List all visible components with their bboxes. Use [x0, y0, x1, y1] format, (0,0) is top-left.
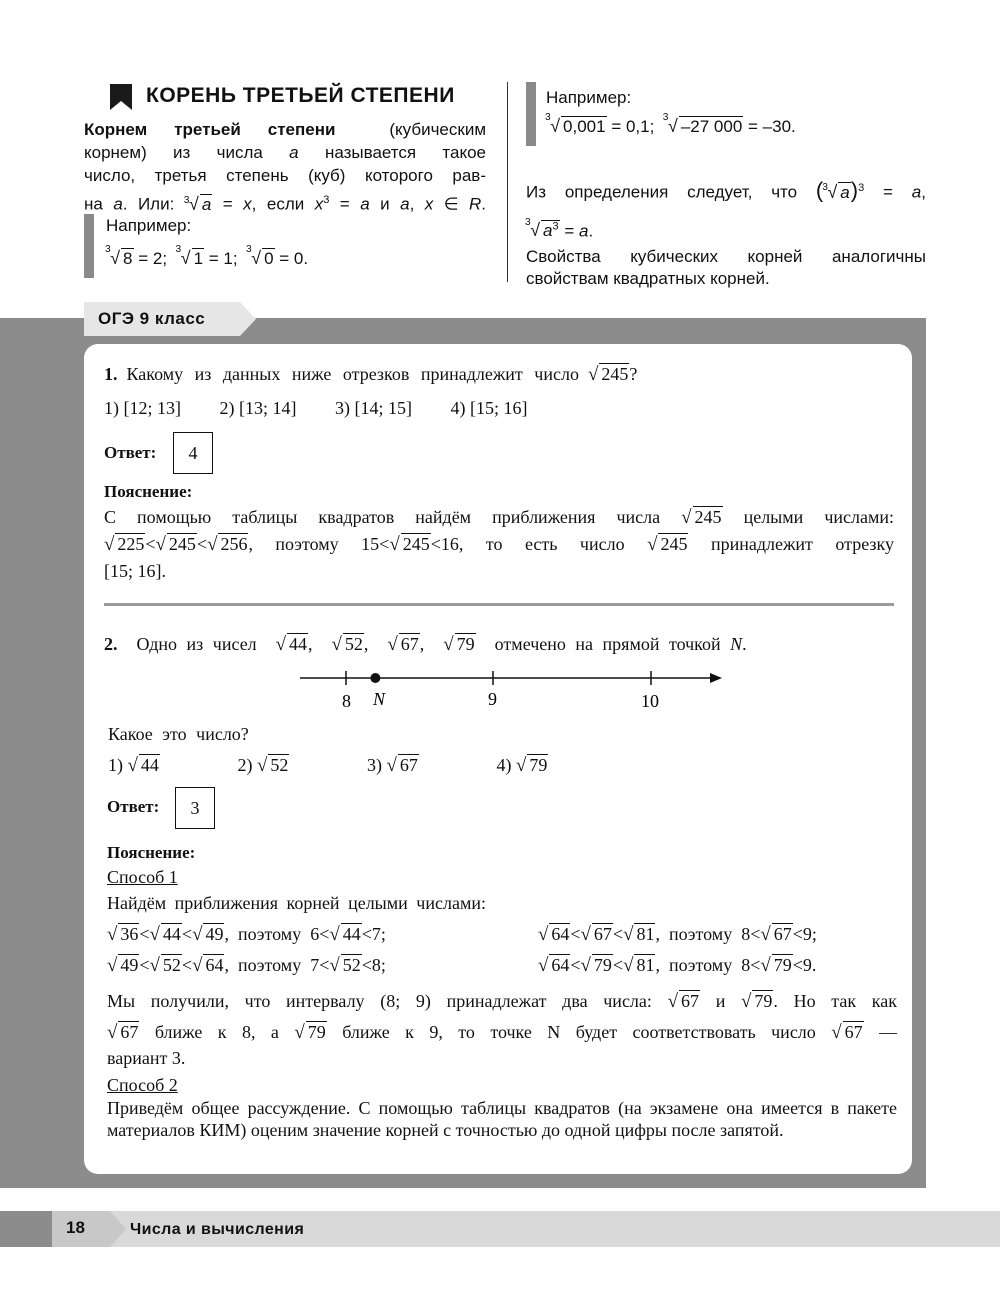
method2-text: Приведём общее рассуждение. С помощью таблицы квадратов (на экзамене она имеется в пакете материалов КИМ) оценим значение корней с точностью до одной цифры после запятой. — [107, 1098, 897, 1140]
footer-page-tab — [52, 1211, 126, 1247]
number-line — [290, 664, 730, 716]
properties-note: Свойства кубических корней аналогичны свойствам квадратных корней. — [526, 247, 926, 288]
method1-heading: Способ 1 — [107, 867, 178, 887]
axis-label-n: N — [373, 689, 386, 709]
task1-option: 4) [15; 16] — [450, 398, 528, 418]
method1-conclusion: Мы получили, что интервалу (8; 9) принадлежат два числа: √ 67 и √ 79. Но так как √ 67 ближе к 8, а √ 79 ближе к 9, то точке N будет соответствовать число √ 67 — вариант 3. — [107, 991, 898, 1068]
example-label-right: Например: — [546, 88, 632, 107]
task1-options — [104, 398, 527, 419]
task1-question: 1. Какому из данных ниже отрезков принадлежит число √ 245? — [104, 364, 638, 385]
point-n — [370, 673, 380, 683]
axis-label-8: 8 — [342, 691, 351, 711]
page-number: 18 — [66, 1218, 85, 1237]
task2-option: 4) √ 79 — [496, 755, 548, 776]
estimate-row: √ 64<√ 67<√ 81, поэтому 8<√ 67<9; — [538, 924, 817, 945]
task1-explanation-label: Пояснение: — [104, 482, 193, 501]
definition-term: Корнем третьей степени — [84, 120, 336, 139]
example-bar-left — [84, 214, 94, 278]
estimate-row: √ 64<√ 79<√ 81, поэтому 8<√ 79<9. — [538, 955, 817, 976]
task2-option: 3) √ 67 — [367, 755, 418, 776]
exam-tab-label: ОГЭ 9 класс — [98, 309, 206, 328]
task1-option: 3) [14; 15] — [334, 398, 412, 418]
footer-title: Числа и вычисления — [130, 1221, 305, 1238]
task2-option: 2) √ 52 — [237, 755, 289, 776]
method1-intro: Найдём приближения корней целыми числами: — [107, 893, 486, 913]
task2-which: Какое это число? — [108, 724, 249, 744]
axis-label-9: 9 — [488, 689, 497, 709]
task2-option: 1) √ 44 — [108, 755, 159, 776]
example-label-left: Например: — [106, 216, 192, 235]
task2-options — [108, 755, 622, 777]
task1-option: 1) [12; 13] — [104, 398, 181, 418]
example-left: 3 √ 8 = 2; 3 √ 1 = 1; 3 √ 0 = 0. — [104, 244, 309, 268]
task1-explanation: С помощью таблицы квадратов найдём приближения числа √ 245 целыми числами: √ 225<√ 245<√ 256, поэтому 15<√ 245<16, то есть число √ 245 принадлежит отрезку [15; 16]. — [104, 507, 895, 581]
task2-question: 2. Одно из чисел √ 44, √ 52, √ 67, √ 79 отмечено на прямой точкой N. — [104, 634, 747, 655]
definition-consequence: Из определения следует, что ( 3 √ a)$^3$ = a, 3 √ $a^3 = a$. — [524, 177, 926, 241]
estimate-row: √ 36<√ 44<√ 49, поэтому 6<√ 44<7; — [107, 924, 386, 945]
task2-answer-box: 3 — [175, 787, 215, 829]
estimate-row: √ 49<√ 52<√ 64, поэтому 7<√ 52<8; — [107, 955, 386, 976]
task-divider — [104, 603, 894, 606]
bookmark-icon — [110, 84, 132, 110]
section-title: КОРЕНЬ ТРЕТЬЕЙ СТЕПЕНИ — [146, 84, 455, 107]
axis-label-10: 10 — [641, 691, 659, 711]
example-bar-right — [526, 82, 536, 146]
method2-heading: Способ 2 — [107, 1075, 178, 1095]
task1-option: 2) [13; 14] — [219, 398, 297, 418]
example-right: 3 √ 0,001 = 0,1; 3 √ –27 000 = –30. — [544, 112, 796, 136]
task2-answer-label: Ответ: — [107, 797, 160, 816]
task1-answer-box: 4 — [173, 432, 213, 474]
column-divider — [507, 82, 508, 282]
task2-explanation-label: Пояснение: — [107, 843, 196, 862]
definition: Корнем третьей степени (кубическим корнем) из числа a называется такое число, третья степень (куб) которого рав- на a. Или: 3 √ a = x, если $x^3 = a$ и a, x ∈ R. — [84, 120, 487, 214]
task1-answer-label: Ответ: — [104, 443, 157, 462]
